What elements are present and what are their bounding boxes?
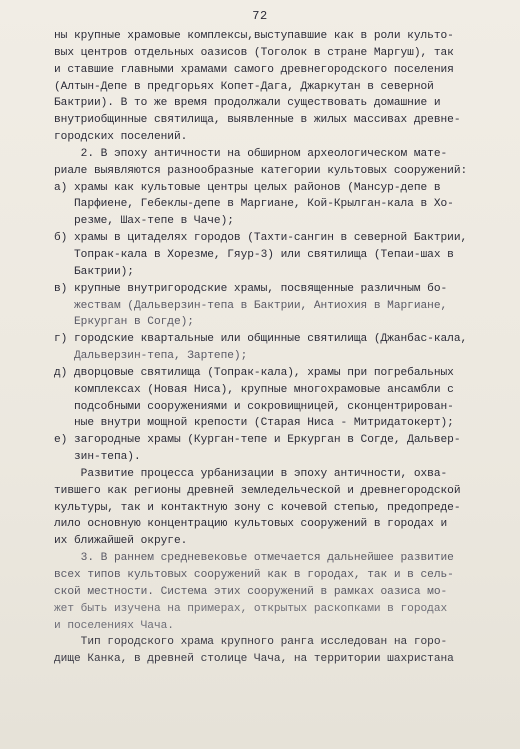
text-line: всех типов культовых сооружений как в городах, так и в сель- — [54, 569, 454, 581]
text-line: г) городские квартальные или общинные святилища (Джанбас-кала, — [54, 333, 468, 346]
text-line: внутриобщинные святилища, выявленные в жилых массивах древне- — [54, 114, 461, 127]
text-line: риале выявляются разнообразные категории культовых сооружений: — [54, 164, 468, 177]
text-line: подсобными сооружениями и сокровищницей, сконцентрирован- — [54, 400, 454, 413]
text-line: ные внутри мощной крепости (Старая Ниса - Митридатокерт); — [54, 417, 454, 430]
text-line: Дальверзин-тепа, Зартепе); — [54, 350, 248, 363]
text-line: е) загородные храмы (Курган-тепе и Еркурган в Согде, Дальвер- — [54, 434, 461, 447]
text-line: тившего как регионы древней земледельческой и древнегородской — [54, 484, 461, 497]
text-line: 3. В раннем средневековье отмечается дальнейшее развитие — [54, 552, 454, 565]
text-line: жет быть изучена на примерах, открытых раскопками в городах — [54, 602, 448, 615]
text-line: вых центров отдельных оазисов (Тоголок в стране Маргуш), так — [54, 46, 454, 59]
page-number: 72 — [252, 9, 268, 23]
text-line: культуры, так и контактную зону с кочевой степью, предопреде- — [54, 501, 461, 514]
text-line: Развитие процесса урбанизации в эпоху античности, охва- — [54, 467, 448, 480]
text-line: Бактрии). В то же время продолжали существовать домашние и — [54, 97, 441, 110]
text-line: и ставшие главными храмами самого древнегородского поселения — [54, 63, 454, 76]
text-line: 2. В эпоху античности на обширном археологическом мате- — [54, 147, 448, 160]
text-line: б) храмы в цитаделях городов (Тахти-сангин в северной Бактрии, — [54, 232, 468, 245]
text-line: а) храмы как культовые центры целых районов (Мансур-депе в — [54, 181, 441, 194]
text-line: и поселениях Чача. — [54, 619, 174, 632]
text-line: городских поселений. — [54, 131, 188, 144]
text-line: жествам (Дальверзин-тепа в Бактрии, Антиохия в Маргиане, — [54, 299, 448, 312]
text-line: Парфиене, Гебеклы-депе в Маргиане, Кой-Крылган-кала в Хо- — [54, 198, 454, 211]
text-line: Еркурган в Согде); — [54, 316, 194, 329]
text-line: д) дворцовые святилища (Топрак-кала), храмы при погребальных — [54, 366, 454, 379]
text-line: резме, Шах-тепе в Чаче); — [54, 215, 234, 228]
text-line: (Алтын-Депе в предгорьях Копет-Дага, Джаркутан в северной — [54, 80, 434, 93]
text-line: Топрак-кала в Хорезме, Гяур-3) или святилища (Тепаи-шах в — [54, 248, 454, 261]
text-line: дище Канка, в древней столице Чача, на территории шахристана — [54, 653, 454, 666]
text-line: Бактрии); — [54, 265, 134, 278]
text-line: Тип городского храма крупного ранга исследован на горо- — [54, 636, 448, 649]
text-line: их ближайшей округе. — [54, 535, 188, 548]
text-line: ской местности. Система этих сооружений в рамках оазиса мо- — [54, 585, 448, 598]
text-line: в) крупные внутригородские храмы, посвященные различным бо- — [54, 282, 448, 295]
text-line: ны крупные храмовые комплексы,выступавшие как в роли культо- — [54, 30, 454, 42]
text-line: комплексах (Новая Ниса), крупные многохрамовые ансамбли с — [54, 383, 454, 396]
body-text — [54, 28, 516, 668]
text-line: лило основную концентрацию культовых сооружений в городах и — [54, 518, 448, 531]
text-line: зин-тепа). — [54, 451, 141, 464]
